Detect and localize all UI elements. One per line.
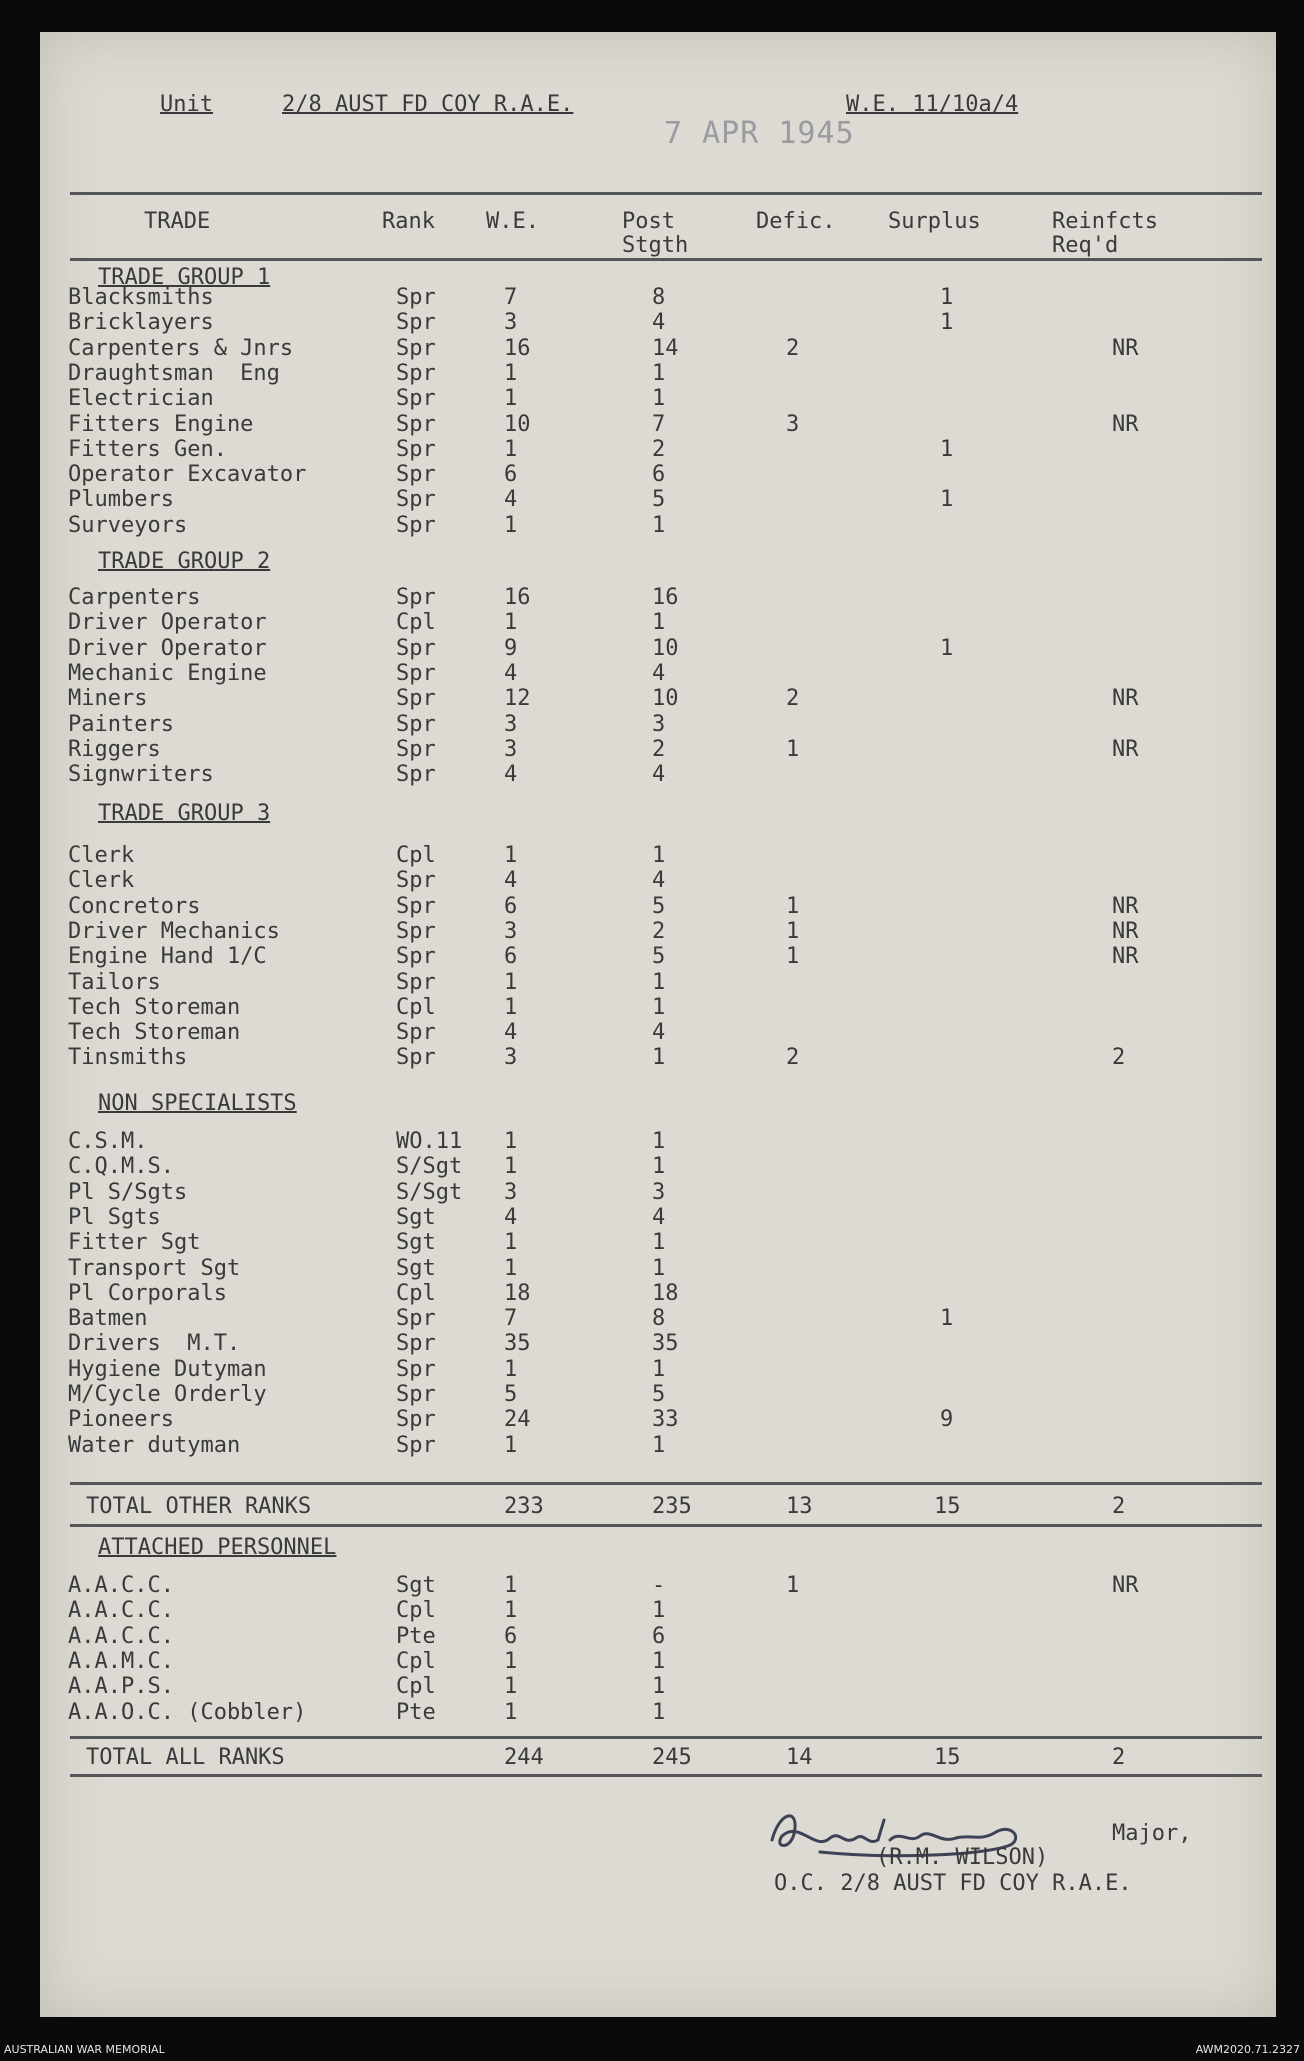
we-cell: 1	[504, 1129, 518, 1154]
rank-cell: Spr	[396, 1382, 436, 1407]
post-stgth-cell: 6	[652, 1623, 666, 1649]
post-stgth-cell: 1	[652, 994, 666, 1020]
post-stgth-cell: 5	[652, 487, 666, 513]
post-stgth-cell: 1	[652, 1154, 666, 1180]
post-stgth-cell: 4	[652, 660, 666, 686]
we-cell: 1	[504, 1255, 518, 1281]
total-other-we: 233	[504, 1494, 544, 1519]
post-stgth-cell: 5	[652, 893, 666, 919]
we-cell: 1	[504, 1432, 518, 1458]
signatory-rank: Major,	[1112, 1821, 1192, 1846]
post-stgth-cell: 2	[652, 918, 666, 944]
trade-cell: Operator Excavator	[68, 462, 307, 488]
rank-cell: Spr	[396, 1407, 436, 1433]
rank-cell: Sgt	[396, 1230, 436, 1256]
we-cell: 10	[504, 411, 531, 437]
we-cell: 3	[504, 736, 518, 762]
rank-cell: WO.11	[396, 1129, 463, 1154]
trade-cell: A.A.P.S.	[68, 1674, 174, 1700]
we-cell: 7	[504, 1306, 518, 1332]
signatory-name: (R.M. WILSON)	[876, 1845, 1049, 1870]
rank-cell: Spr	[396, 711, 436, 737]
date-stamp: 7 APR 1945	[664, 116, 855, 151]
post-stgth-cell: 4	[652, 868, 666, 894]
total-all-label: TOTAL ALL RANKS	[86, 1745, 285, 1770]
post-stgth-cell: 7	[652, 411, 666, 437]
we-cell: 6	[504, 1623, 518, 1649]
total-all-reinf: 2	[1112, 1745, 1126, 1770]
defic-cell: 1	[786, 736, 800, 762]
total-other-bottom-rule	[70, 1524, 1262, 1527]
trade-cell: Driver Operator	[68, 635, 267, 661]
trade-cell: Carpenters	[68, 585, 201, 610]
trade-cell: Pioneers	[68, 1407, 174, 1433]
rank-cell: Spr	[396, 487, 436, 513]
we-cell: 35	[504, 1331, 531, 1357]
col-rank: Rank	[382, 209, 435, 234]
defic-cell: 2	[786, 335, 800, 361]
rank-cell: Spr	[396, 310, 436, 336]
we-cell: 16	[504, 335, 531, 361]
we-cell: 18	[504, 1280, 531, 1306]
total-all-defic: 14	[786, 1745, 813, 1770]
trade-cell: Clerk	[68, 868, 135, 894]
post-stgth-cell: 1	[652, 610, 666, 636]
post-stgth-cell: 1	[652, 1129, 666, 1154]
reinfcts-cell: NR	[1112, 893, 1139, 919]
trade-cell: Miners	[68, 686, 148, 712]
post-stgth-cell: 5	[652, 944, 666, 970]
we-cell: 4	[504, 1204, 518, 1230]
we-cell: 12	[504, 686, 531, 712]
we-cell: 1	[504, 1356, 518, 1382]
we-cell: 6	[504, 893, 518, 919]
we-cell: 1	[504, 610, 518, 636]
rank-cell: Spr	[396, 868, 436, 894]
we-cell: 1	[504, 843, 518, 868]
total-all-surplus: 15	[934, 1745, 961, 1770]
rank-cell: Spr	[396, 335, 436, 361]
reinfcts-cell: NR	[1112, 736, 1139, 762]
post-stgth-cell: 2	[652, 436, 666, 462]
post-stgth-cell: 4	[652, 310, 666, 336]
rank-cell: Spr	[396, 944, 436, 970]
col-we: W.E.	[486, 209, 539, 234]
rank-cell: S/Sgt	[396, 1154, 463, 1180]
surplus-cell: 1	[940, 285, 954, 310]
post-stgth-cell: 1	[652, 1674, 666, 1700]
rank-cell: Spr	[396, 512, 436, 538]
we-cell: 4	[504, 487, 518, 513]
reinfcts-cell: NR	[1112, 411, 1139, 437]
reinfcts-cell: NR	[1112, 335, 1139, 361]
defic-cell: 1	[786, 893, 800, 919]
trade-cell: A.A.C.C.	[68, 1623, 174, 1649]
col-reinf-1: Reinfcts	[1052, 209, 1158, 234]
trade-cell: Tech Storeman	[68, 1020, 241, 1046]
post-stgth-cell: 18	[652, 1280, 679, 1306]
unit-label: Unit	[160, 92, 213, 117]
total-all-bottom-rule	[70, 1774, 1262, 1777]
post-stgth-cell: -	[652, 1573, 666, 1598]
we-cell: 3	[504, 1045, 518, 1071]
reinfcts-cell: NR	[1112, 1573, 1139, 1598]
we-cell: 24	[504, 1407, 531, 1433]
we-cell: 16	[504, 585, 531, 610]
we-cell: 4	[504, 1020, 518, 1046]
rank-cell: Spr	[396, 386, 436, 412]
rank-cell: Pte	[396, 1699, 436, 1725]
rank-cell: Spr	[396, 969, 436, 995]
we-cell: 1	[504, 1154, 518, 1180]
defic-cell: 1	[786, 944, 800, 970]
rank-cell: Spr	[396, 1432, 436, 1458]
trade-cell: Pl Sgts	[68, 1204, 161, 1230]
defic-cell: 2	[786, 686, 800, 712]
trade-cell: Surveyors	[68, 512, 188, 538]
post-stgth-cell: 16	[652, 585, 679, 610]
col-post-1: Post	[622, 209, 675, 234]
rank-cell: Spr	[396, 893, 436, 919]
trade-cell: Signwriters	[68, 762, 214, 788]
post-stgth-cell: 4	[652, 1020, 666, 1046]
post-stgth-cell: 14	[652, 335, 679, 361]
post-stgth-cell: 4	[652, 1204, 666, 1230]
group-title: NON SPECIALISTS	[98, 1091, 297, 1116]
we-cell: 1	[504, 512, 518, 538]
we-cell: 3	[504, 310, 518, 336]
trade-cell: Transport Sgt	[68, 1255, 241, 1281]
rank-cell: Spr	[396, 660, 436, 686]
rank-cell: Spr	[396, 1331, 436, 1357]
trade-cell: Driver Operator	[68, 610, 267, 636]
we-reference: W.E. 11/10a/4	[846, 92, 1019, 117]
post-stgth-cell: 1	[652, 843, 666, 868]
post-stgth-cell: 1	[652, 969, 666, 995]
rank-cell: Cpl	[396, 843, 436, 868]
rank-cell: Spr	[396, 436, 436, 462]
we-cell: 6	[504, 462, 518, 488]
total-other-defic: 13	[786, 1494, 813, 1519]
we-cell: 3	[504, 1179, 518, 1205]
rank-cell: Spr	[396, 1020, 436, 1046]
trade-cell: A.A.C.C.	[68, 1598, 174, 1624]
post-stgth-cell: 10	[652, 686, 679, 712]
trade-cell: Clerk	[68, 843, 135, 868]
post-stgth-cell: 2	[652, 736, 666, 762]
rank-cell: Cpl	[396, 1598, 436, 1624]
header-top-rule	[70, 192, 1262, 195]
we-cell: 3	[504, 918, 518, 944]
defic-cell: 1	[786, 918, 800, 944]
rank-cell: Spr	[396, 686, 436, 712]
we-cell: 6	[504, 944, 518, 970]
trade-cell: Bricklayers	[68, 310, 214, 336]
total-other-top-rule	[70, 1482, 1262, 1485]
post-stgth-cell: 1	[652, 512, 666, 538]
rank-cell: S/Sgt	[396, 1179, 463, 1205]
trade-cell: A.A.M.C.	[68, 1648, 174, 1674]
trade-cell: Fitter Sgt	[68, 1230, 201, 1256]
rank-cell: Spr	[396, 1356, 436, 1382]
post-stgth-cell: 1	[652, 360, 666, 386]
rank-cell: Cpl	[396, 1648, 436, 1674]
total-all-post: 245	[652, 1745, 692, 1770]
total-other-post: 235	[652, 1494, 692, 1519]
rank-cell: Cpl	[396, 610, 436, 636]
post-stgth-cell: 3	[652, 1179, 666, 1205]
footer-accession: AWM2020.71.2327	[1195, 2043, 1300, 2056]
col-surplus: Surplus	[888, 209, 981, 234]
we-cell: 1	[504, 1230, 518, 1256]
footer-institution: AUSTRALIAN WAR MEMORIAL	[4, 2043, 165, 2056]
we-cell: 1	[504, 1674, 518, 1700]
rank-cell: Sgt	[396, 1255, 436, 1281]
reinfcts-cell: NR	[1112, 918, 1139, 944]
signatory-title: O.C. 2/8 AUST FD COY R.A.E.	[774, 1871, 1132, 1896]
unit-name: 2/8 AUST FD COY R.A.E.	[282, 92, 574, 117]
rank-cell: Spr	[396, 1045, 436, 1071]
post-stgth-cell: 8	[652, 285, 666, 310]
total-all-we: 244	[504, 1745, 544, 1770]
rank-cell: Spr	[396, 762, 436, 788]
rank-cell: Spr	[396, 585, 436, 610]
trade-cell: C.S.M.	[68, 1129, 148, 1154]
group-title: TRADE GROUP 3	[98, 801, 271, 826]
col-defic: Defic.	[756, 209, 836, 234]
group-title: TRADE GROUP 1	[98, 265, 271, 290]
rank-cell: Sgt	[396, 1573, 436, 1598]
post-stgth-cell: 3	[652, 711, 666, 737]
surplus-cell: 1	[940, 310, 954, 336]
total-all-top-rule	[70, 1736, 1262, 1739]
post-stgth-cell: 4	[652, 762, 666, 788]
trade-cell: Fitters Engine	[68, 411, 254, 437]
post-stgth-cell: 1	[652, 1598, 666, 1624]
trade-cell: Concretors	[68, 893, 201, 919]
trade-cell: Pl S/Sgts	[68, 1179, 188, 1205]
header-bottom-rule	[70, 258, 1262, 261]
trade-cell: A.A.O.C. (Cobbler)	[68, 1699, 307, 1725]
we-cell: 1	[504, 386, 518, 412]
we-cell: 7	[504, 285, 518, 310]
trade-cell: Engine Hand 1/C	[68, 944, 267, 970]
surplus-cell: 9	[940, 1407, 954, 1433]
post-stgth-cell: 10	[652, 635, 679, 661]
col-reinf-2: Req'd	[1052, 233, 1119, 258]
trade-cell: Riggers	[68, 736, 161, 762]
post-stgth-cell: 8	[652, 1306, 666, 1332]
post-stgth-cell: 1	[652, 386, 666, 412]
trade-cell: Drivers M.T.	[68, 1331, 241, 1357]
post-stgth-cell: 1	[652, 1230, 666, 1256]
we-cell: 4	[504, 762, 518, 788]
post-stgth-cell: 1	[652, 1432, 666, 1458]
post-stgth-cell: 35	[652, 1331, 679, 1357]
rank-cell: Cpl	[396, 1674, 436, 1700]
we-cell: 5	[504, 1382, 518, 1407]
reinfcts-cell: NR	[1112, 944, 1139, 970]
post-stgth-cell: 1	[652, 1648, 666, 1674]
trade-cell: Painters	[68, 711, 174, 737]
post-stgth-cell: 6	[652, 462, 666, 488]
col-post-2: Stgth	[622, 233, 689, 258]
rank-cell: Spr	[396, 360, 436, 386]
we-cell: 1	[504, 1699, 518, 1725]
defic-cell: 2	[786, 1045, 800, 1071]
rank-cell: Pte	[396, 1623, 436, 1649]
rank-cell: Spr	[396, 285, 436, 310]
rank-cell: Cpl	[396, 1280, 436, 1306]
trade-cell: Tech Storeman	[68, 994, 241, 1020]
we-cell: 1	[504, 1598, 518, 1624]
trade-cell: Electrician	[68, 386, 214, 412]
rank-cell: Spr	[396, 736, 436, 762]
we-cell: 1	[504, 994, 518, 1020]
trade-cell: Pl Corporals	[68, 1280, 227, 1306]
trade-cell: Draughtsman Eng	[68, 360, 280, 386]
trade-cell: M/Cycle Orderly	[68, 1382, 267, 1407]
rank-cell: Spr	[396, 411, 436, 437]
rank-cell: Spr	[396, 918, 436, 944]
surplus-cell: 1	[940, 487, 954, 513]
reinfcts-cell: 2	[1112, 1045, 1126, 1071]
trade-cell: Blacksmiths	[68, 285, 214, 310]
defic-cell: 3	[786, 411, 800, 437]
post-stgth-cell: 1	[652, 1356, 666, 1382]
post-stgth-cell: 1	[652, 1255, 666, 1281]
surplus-cell: 1	[940, 635, 954, 661]
trade-cell: Tinsmiths	[68, 1045, 188, 1071]
we-cell: 4	[504, 660, 518, 686]
group-title: TRADE GROUP 2	[98, 549, 271, 574]
attached-title: ATTACHED PERSONNEL	[98, 1535, 337, 1560]
trade-cell: Batmen	[68, 1306, 148, 1332]
surplus-cell: 1	[940, 436, 954, 462]
trade-cell: Carpenters & Jnrs	[68, 335, 294, 361]
post-stgth-cell: 5	[652, 1382, 666, 1407]
we-cell: 3	[504, 711, 518, 737]
rank-cell: Spr	[396, 1306, 436, 1332]
rank-cell: Sgt	[396, 1204, 436, 1230]
trade-cell: Fitters Gen.	[68, 436, 227, 462]
total-other-reinf: 2	[1112, 1494, 1126, 1519]
we-cell: 1	[504, 1573, 518, 1598]
surplus-cell: 1	[940, 1306, 954, 1332]
trade-cell: Tailors	[68, 969, 161, 995]
trade-cell: Hygiene Dutyman	[68, 1356, 267, 1382]
trade-cell: Mechanic Engine	[68, 660, 267, 686]
we-cell: 4	[504, 868, 518, 894]
defic-cell: 1	[786, 1573, 800, 1598]
rank-cell: Spr	[396, 462, 436, 488]
we-cell: 1	[504, 436, 518, 462]
trade-cell: A.A.C.C.	[68, 1573, 174, 1598]
trade-cell: C.Q.M.S.	[68, 1154, 174, 1180]
trade-cell: Plumbers	[68, 487, 174, 513]
trade-cell: Water dutyman	[68, 1432, 241, 1458]
post-stgth-cell: 1	[652, 1045, 666, 1071]
we-cell: 1	[504, 1648, 518, 1674]
we-cell: 1	[504, 360, 518, 386]
reinfcts-cell: NR	[1112, 686, 1139, 712]
we-cell: 9	[504, 635, 518, 661]
total-other-surplus: 15	[934, 1494, 961, 1519]
post-stgth-cell: 33	[652, 1407, 679, 1433]
post-stgth-cell: 1	[652, 1699, 666, 1725]
rank-cell: Cpl	[396, 994, 436, 1020]
trade-cell: Driver Mechanics	[68, 918, 280, 944]
rank-cell: Spr	[396, 635, 436, 661]
total-other-label: TOTAL OTHER RANKS	[86, 1494, 312, 1519]
we-cell: 1	[504, 969, 518, 995]
col-trade: TRADE	[144, 209, 211, 234]
